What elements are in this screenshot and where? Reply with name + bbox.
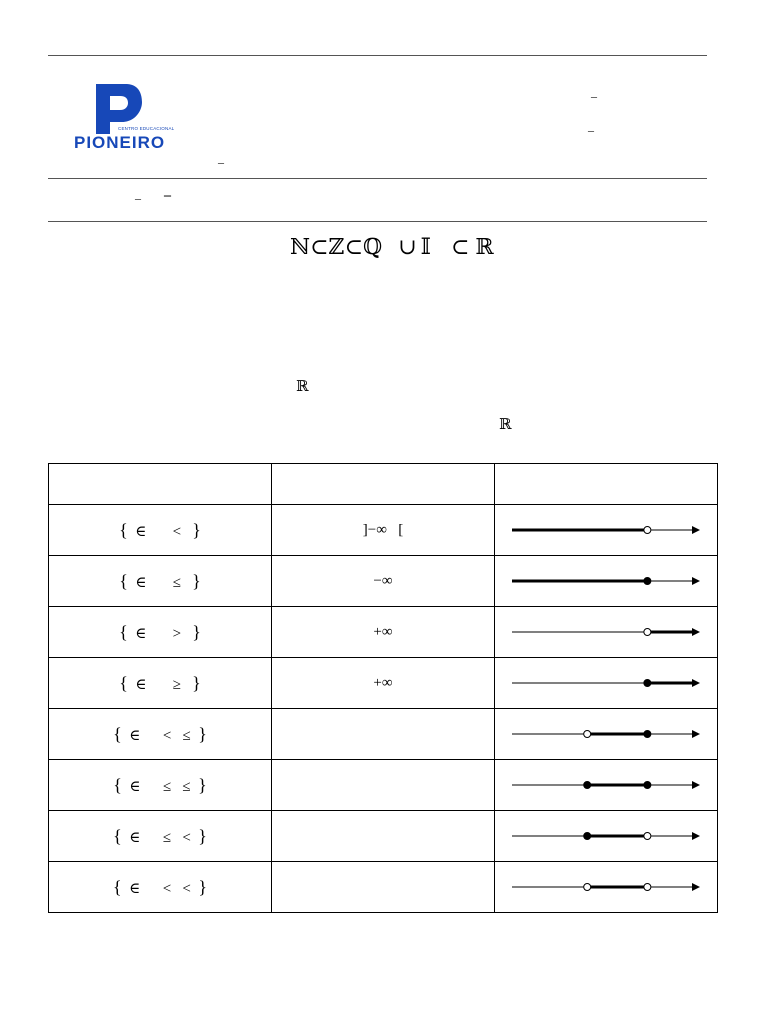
number-line bbox=[506, 775, 706, 795]
header-bottom-rule bbox=[48, 221, 707, 222]
integers-symbol: ℤ bbox=[328, 234, 345, 259]
set-notation-cell bbox=[49, 709, 272, 760]
set-symbol: ∈ bbox=[135, 574, 147, 591]
set-symbol: < bbox=[162, 880, 172, 897]
set-notation-cell bbox=[49, 658, 272, 709]
header-middle-rule bbox=[48, 178, 707, 179]
closed-endpoint bbox=[644, 731, 651, 738]
reals-symbol: ℝ bbox=[499, 417, 512, 433]
set-symbol: { bbox=[113, 774, 122, 795]
closed-endpoint bbox=[644, 680, 651, 687]
number-line bbox=[506, 673, 706, 693]
number-line-cell bbox=[495, 505, 718, 556]
number-line-cell bbox=[495, 556, 718, 607]
number-sets-formula bbox=[290, 234, 494, 260]
interval-notation-cell bbox=[272, 658, 495, 709]
number-line bbox=[506, 571, 706, 591]
set-symbol: ≤ bbox=[182, 727, 191, 744]
closed-endpoint bbox=[584, 833, 591, 840]
set-notation bbox=[113, 723, 207, 744]
set-symbol: ≤ bbox=[182, 778, 191, 795]
set-symbol: { bbox=[113, 723, 122, 744]
header-dash: – bbox=[135, 191, 141, 205]
set-symbol: } bbox=[198, 774, 207, 795]
interval-notation-cell bbox=[272, 862, 495, 913]
set-symbol: } bbox=[198, 825, 207, 846]
set-symbol: ≤ bbox=[162, 829, 172, 846]
header-dash: – bbox=[218, 155, 224, 169]
open-endpoint bbox=[644, 629, 651, 636]
set-notation bbox=[119, 672, 201, 693]
set-notation bbox=[112, 876, 208, 897]
set-notation-cell bbox=[49, 505, 272, 556]
number-line-cell bbox=[495, 709, 718, 760]
table-header-cell bbox=[495, 464, 718, 505]
set-notation-cell bbox=[49, 607, 272, 658]
arrow-head-icon bbox=[692, 526, 700, 534]
set-notation bbox=[113, 774, 207, 795]
table-row bbox=[49, 658, 718, 709]
set-symbol: } bbox=[192, 519, 201, 540]
open-endpoint bbox=[644, 527, 651, 534]
table-row bbox=[49, 607, 718, 658]
set-symbol: ∈ bbox=[129, 880, 141, 897]
arrow-head-icon bbox=[692, 883, 700, 891]
arrow-head-icon bbox=[692, 781, 700, 789]
interval-notation: ]−∞ [ bbox=[362, 521, 404, 538]
set-symbol: ∈ bbox=[135, 676, 147, 693]
irrationals-symbol: 𝕀 bbox=[420, 234, 431, 259]
subset-symbol: ⊂ bbox=[310, 234, 329, 259]
set-symbol: > bbox=[172, 625, 182, 642]
open-endpoint bbox=[644, 884, 651, 891]
interval-notation: −∞ bbox=[373, 572, 393, 589]
open-endpoint bbox=[644, 833, 651, 840]
logo-wordmark: PIONEIRO bbox=[74, 133, 166, 152]
table-row bbox=[49, 862, 718, 913]
table-header-cell bbox=[272, 464, 495, 505]
set-symbol: { bbox=[119, 519, 128, 540]
number-line bbox=[506, 724, 706, 744]
reals-symbol: ℝ bbox=[296, 379, 309, 395]
set-symbol: { bbox=[119, 672, 128, 693]
set-symbol: } bbox=[192, 570, 201, 591]
set-notation-cell bbox=[49, 760, 272, 811]
set-symbol: { bbox=[119, 570, 128, 591]
number-line bbox=[506, 622, 706, 642]
set-notation-cell bbox=[49, 862, 272, 913]
number-line-cell bbox=[495, 760, 718, 811]
intervals-table bbox=[48, 463, 718, 913]
interval-notation: +∞ bbox=[373, 623, 393, 640]
closed-endpoint bbox=[644, 782, 651, 789]
table-row bbox=[49, 556, 718, 607]
set-symbol: } bbox=[192, 672, 201, 693]
set-notation bbox=[119, 621, 201, 642]
header-dash: – bbox=[588, 123, 594, 137]
number-line bbox=[506, 826, 706, 846]
closed-endpoint bbox=[584, 782, 591, 789]
subset-symbol: ⊂ bbox=[344, 234, 364, 259]
set-symbol: } bbox=[198, 876, 208, 897]
number-line-cell bbox=[495, 811, 718, 862]
set-symbol: } bbox=[192, 621, 201, 642]
set-symbol: ∈ bbox=[129, 727, 141, 744]
open-endpoint bbox=[584, 731, 591, 738]
table-row bbox=[49, 505, 718, 556]
arrow-head-icon bbox=[692, 730, 700, 738]
set-symbol: ∈ bbox=[135, 625, 147, 642]
closed-endpoint bbox=[644, 578, 651, 585]
number-line bbox=[506, 520, 706, 540]
table-row bbox=[49, 811, 718, 862]
set-notation bbox=[113, 825, 207, 846]
interval-notation-cell bbox=[272, 709, 495, 760]
interval-notation-cell bbox=[272, 505, 495, 556]
arrow-head-icon bbox=[692, 577, 700, 585]
set-symbol: ∈ bbox=[129, 778, 141, 795]
number-line-cell bbox=[495, 862, 718, 913]
header-dash: – bbox=[164, 188, 171, 203]
table-header-cell bbox=[49, 464, 272, 505]
header-dash: – bbox=[591, 89, 597, 103]
naturals-symbol: ℕ bbox=[290, 234, 311, 259]
rationals-symbol: ℚ bbox=[363, 234, 383, 259]
set-symbol: < bbox=[182, 880, 191, 897]
set-symbol: ∈ bbox=[135, 523, 147, 540]
set-symbol: { bbox=[112, 876, 122, 897]
set-symbol: } bbox=[198, 723, 207, 744]
number-line-cell bbox=[495, 607, 718, 658]
arrow-head-icon bbox=[692, 832, 700, 840]
set-symbol: < bbox=[182, 829, 191, 846]
header-top-rule bbox=[48, 55, 707, 56]
set-notation-cell bbox=[49, 811, 272, 862]
interval-notation-cell bbox=[272, 760, 495, 811]
set-symbol: { bbox=[119, 621, 128, 642]
table-row bbox=[49, 760, 718, 811]
interval-notation: +∞ bbox=[373, 674, 393, 691]
union-symbol: ∪ bbox=[398, 234, 417, 259]
set-notation bbox=[119, 519, 201, 540]
logo-subtitle: CENTRO EDUCACIONAL bbox=[118, 126, 175, 131]
number-line bbox=[506, 877, 706, 897]
number-line-cell bbox=[495, 658, 718, 709]
subset-symbol: ⊂ bbox=[450, 234, 470, 259]
interval-notation-cell bbox=[272, 556, 495, 607]
set-symbol: < bbox=[162, 727, 172, 744]
set-symbol: ≥ bbox=[172, 676, 181, 693]
set-symbol: ∈ bbox=[129, 829, 141, 846]
set-notation bbox=[119, 570, 201, 591]
set-symbol: ≤ bbox=[172, 574, 181, 591]
interval-notation-cell bbox=[272, 607, 495, 658]
open-endpoint bbox=[584, 884, 591, 891]
table-header-row bbox=[49, 464, 718, 505]
set-symbol: { bbox=[113, 825, 122, 846]
reals-symbol: ℝ bbox=[475, 234, 494, 259]
set-symbol: < bbox=[172, 523, 182, 540]
table-row bbox=[49, 709, 718, 760]
set-symbol: ≤ bbox=[162, 778, 172, 795]
interval-notation-cell bbox=[272, 811, 495, 862]
set-notation-cell bbox=[49, 556, 272, 607]
